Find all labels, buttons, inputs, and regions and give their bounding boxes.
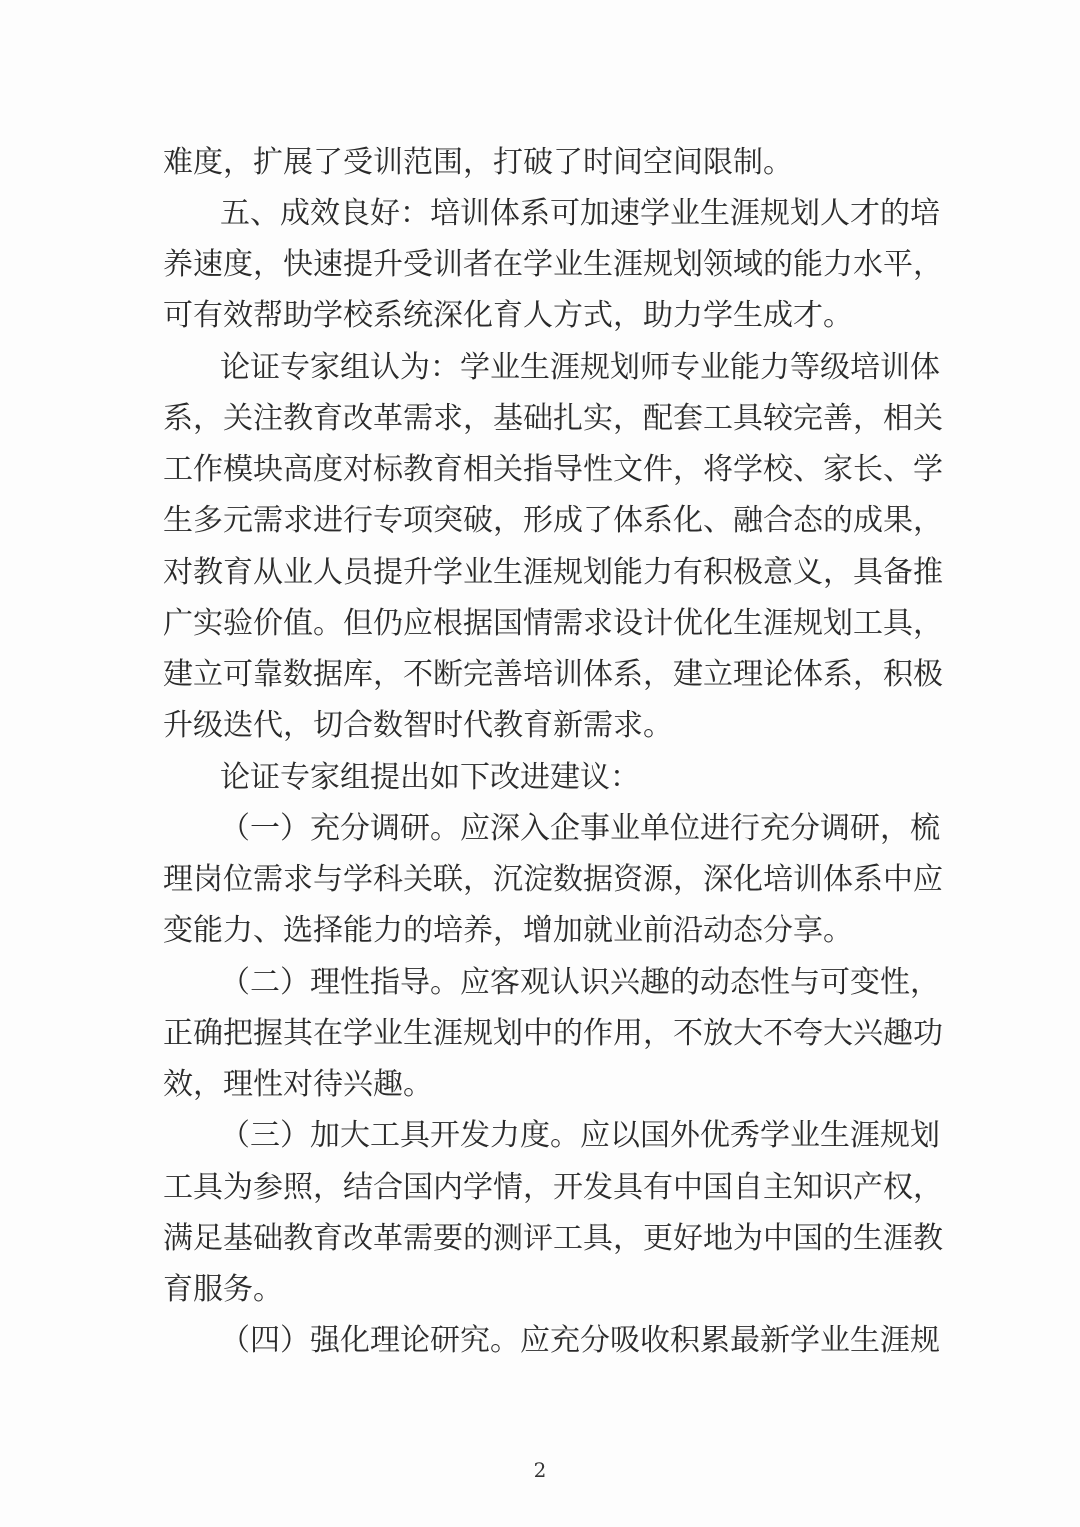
text-line: 建立可靠数据库，不断完善培训体系，建立理论体系，积极 — [163, 657, 943, 692]
text-line: 对教育从业人员提升学业生涯规划能力有积极意义，具备推 — [163, 555, 943, 590]
text-line: 系，关注教育改革需求，基础扎实，配套工具较完善，相关 — [163, 401, 943, 436]
text-line: 效，理性对待兴趣。 — [163, 1067, 433, 1102]
text-line: 广实验价值。但仍应根据国情需求设计优化生涯规划工具， — [163, 606, 943, 641]
text-line: 育服务。 — [163, 1272, 283, 1307]
text-line: 难度，扩展了受训范围，打破了时间空间限制。 — [163, 145, 793, 180]
text-line: （二）理性指导。应客观认识兴趣的动态性与可变性， — [220, 965, 940, 1000]
text-line: 生多元需求进行专项突破，形成了体系化、融合态的成果， — [163, 503, 943, 538]
page-number: 2 — [533, 1458, 547, 1482]
text-line: 五、成效良好：培训体系可加速学业生涯规划人才的培 — [220, 196, 940, 231]
text-line: 升级迭代，切合数智时代教育新需求。 — [163, 708, 673, 743]
text-line: 工作模块高度对标教育相关指导性文件，将学校、家长、学 — [163, 452, 943, 487]
text-line: （四）强化理论研究。应充分吸收积累最新学业生涯规 — [220, 1323, 940, 1358]
text-line: 论证专家组认为：学业生涯规划师专业能力等级培训体 — [220, 350, 940, 385]
text-line: 变能力、选择能力的培养，增加就业前沿动态分享。 — [163, 913, 853, 948]
text-line: 理岗位需求与学科关联，沉淀数据资源，深化培训体系中应 — [163, 862, 943, 897]
text-line: 论证专家组提出如下改进建议： — [220, 760, 640, 795]
text-line: 正确把握其在学业生涯规划中的作用，不放大不夸大兴趣功 — [163, 1016, 943, 1051]
text-line: 可有效帮助学校系统深化育人方式，助力学生成才。 — [163, 298, 853, 333]
text-line: （一）充分调研。应深入企事业单位进行充分调研，梳 — [220, 811, 940, 846]
text-line: 满足基础教育改革需要的测评工具，更好地为中国的生涯教 — [163, 1221, 943, 1256]
text-line: 工具为参照，结合国内学情，开发具有中国自主知识产权， — [163, 1170, 943, 1205]
text-line: （三）加大工具开发力度。应以国外优秀学业生涯规划 — [220, 1118, 940, 1153]
text-line: 养速度，快速提升受训者在学业生涯规划领域的能力水平， — [163, 247, 943, 282]
